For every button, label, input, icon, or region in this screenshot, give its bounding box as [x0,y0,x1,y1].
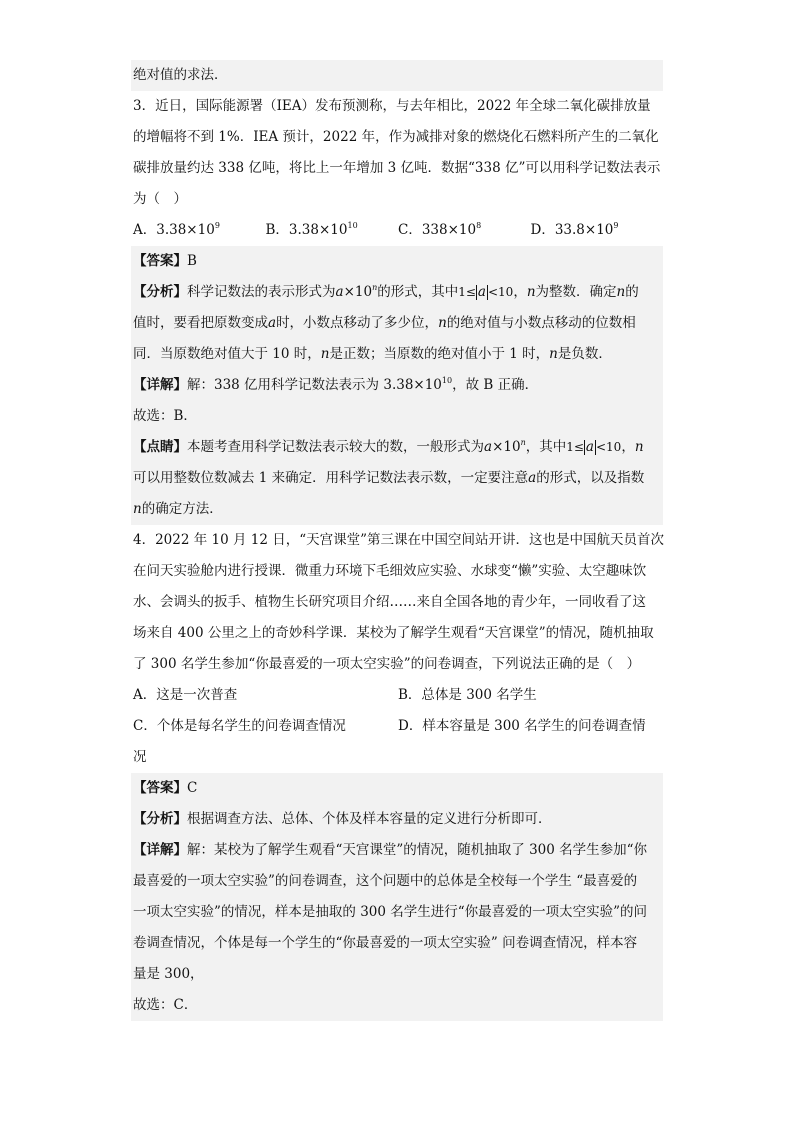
q3-select: 故选：B． [133,408,197,424]
document-page [131,60,663,1021]
q3-analysis-line-3: 同．当原数绝对值大于 10 时，n是正数；当原数的绝对值小于 1 时，n是负数． [133,346,612,362]
question-3-line-1: 3．近日，国际能源署（IEA）发布预测称，与去年相比，2022 年全球二氧化碳排放量 [133,98,651,114]
question-4-line-5: 了 300 名学生参加“你最喜爱的一项太空实验”的问卷调查，下列说法正确的是（ ） [133,656,641,672]
math-ineq: 1≤ [458,285,476,299]
q4-detail-line-3: 一项太空实验”的情况，样本是抽取的 300 名学生进行“你最喜爱的一项太空实验”的问 [133,904,648,920]
q4-detail-line-4: 卷调查情况，个体是每一个学生的“你最喜爱的一项太空实验” 问卷调查情况，样本容 [133,935,638,951]
choice-a: A．这是一次普查 [133,687,238,703]
q3-analysis-line-2: 值时，要看把原数变成a时，小数点移动了多少位，n的绝对值与小数点移动的位数相 [133,315,636,331]
abs-a: a [477,284,486,300]
detail-tag: 【详解】 [133,842,187,858]
q3-point [131,432,663,525]
question-3-choices [131,215,663,246]
analysis-text: 科学记数法的表示形式为 [187,284,336,300]
analysis-text: 的形式，其中 [377,284,459,300]
question-3-line-2: 的增幅将不到 1%．IEA 预计，2022 年，作为减排对象的燃烧化石燃料所产生的二氧化 [133,129,659,145]
math-n: n [372,283,378,292]
previous-solution-tail: 绝对值的求法． [131,60,663,91]
choice-a: A．$3.38\times 10^9$ [133,221,220,238]
question-3 [131,91,663,525]
analysis-tag: 【分析】 [133,811,187,827]
q4-analysis: 【分析】根据调查方法、总体、个体及样本容量的定义进行分析即可． [133,811,552,827]
choice-d-wrap: 况 [133,749,147,765]
q4-detail-line-5: 量是 300， [133,966,204,982]
q4-solution [131,773,663,1021]
q3-analysis-line-1: 【分析】科学记数法的表示形式为$a\times 10^n$的形式，其中1≤ a <10，n为整数．确定n的 [133,283,639,300]
choice-c: C．$338\times 10^8$ [398,221,482,238]
answer-tag: 【答案】 [133,253,187,269]
q3-point-line-3: n的确定方法． [133,501,223,517]
analysis-tag: 【分析】 [133,284,187,300]
q4-detail-line-2: 最喜爱的一项太空实验”的问卷调查，这个问题中的总体是全校每一个学生 “最喜爱的 [133,873,638,889]
question-4-choices-row-1 [131,680,663,711]
q4-select: 故选：C． [133,997,198,1013]
choice-b: B．总体是 300 名学生 [398,687,537,703]
math-ineq: <10 [487,285,514,299]
q3-point-line-1: 【点睛】本题考查用科学记数法表示较大的数，一般形式为$a\times 10^n$，其中1≤ a <10，n [133,438,644,455]
question-3-line-4: 为（ ） [133,191,187,207]
question-4-choices-row-2 [131,711,663,742]
choice-c: C．个体是每名学生的问卷调查情况 [133,718,346,734]
q3-detail-line-1: 【详解】解：338 亿用科学记数法表示为 $3.38\times 10^{10}$，故 B 正确． [133,376,539,393]
q3-answer [131,246,663,277]
point-tag: 【点睛】 [133,439,187,455]
question-3-line-3: 碳排放量约达 338 亿吨，将比上一年增加 3 亿吨．数据“338 亿”可以用科学记数法表示 [133,160,661,176]
q4-answer [131,773,663,804]
question-4-line-2: 在问天实验舱内进行授课．微重力环境下毛细效应实验、水球变“懒”实验、太空趣味饮 [133,563,647,579]
math-times: ×10 [343,284,373,300]
math-a: a [335,284,344,300]
question-4-line-1: 4．2022 年 10 月 12 日，“天宫课堂”第三课在中国空间站开讲．这也是中国航天员首次 [133,532,665,548]
detail-tag: 【详解】 [133,377,187,393]
q3-detail [131,370,663,432]
choice-b: B．$3.38\times 10^{10}$ [265,221,358,238]
q3-point-line-2: 可以用整数位数减去 1 来确定．用科学记数法表示数，一定要注意a的形式，以及指数 [133,470,645,486]
answer-value: C [187,780,198,796]
q4-detail-line-1: 【详解】解：某校为了解学生观看“天宫课堂”的情况，随机抽取了 300 名学生参加“你 [133,842,648,858]
question-4-line-3: 水、会调头的扳手、植物生长研究项目介绍……来自全国各地的青少年，一同收看了这 [133,594,646,610]
choice-d: D．样本容量是 300 名学生的问卷调查情 [398,718,646,734]
answer-tag: 【答案】 [133,780,187,796]
answer-value: B [187,253,197,269]
q3-analysis [131,277,663,370]
choice-d: D．$33.8\times 10^9$ [530,221,619,238]
question-4-line-4: 场来自 400 公里之上的奇妙科学课．某校为了解学生观看“天宫课堂”的情况，随机抽取 [133,625,654,641]
question-4 [131,525,663,1021]
